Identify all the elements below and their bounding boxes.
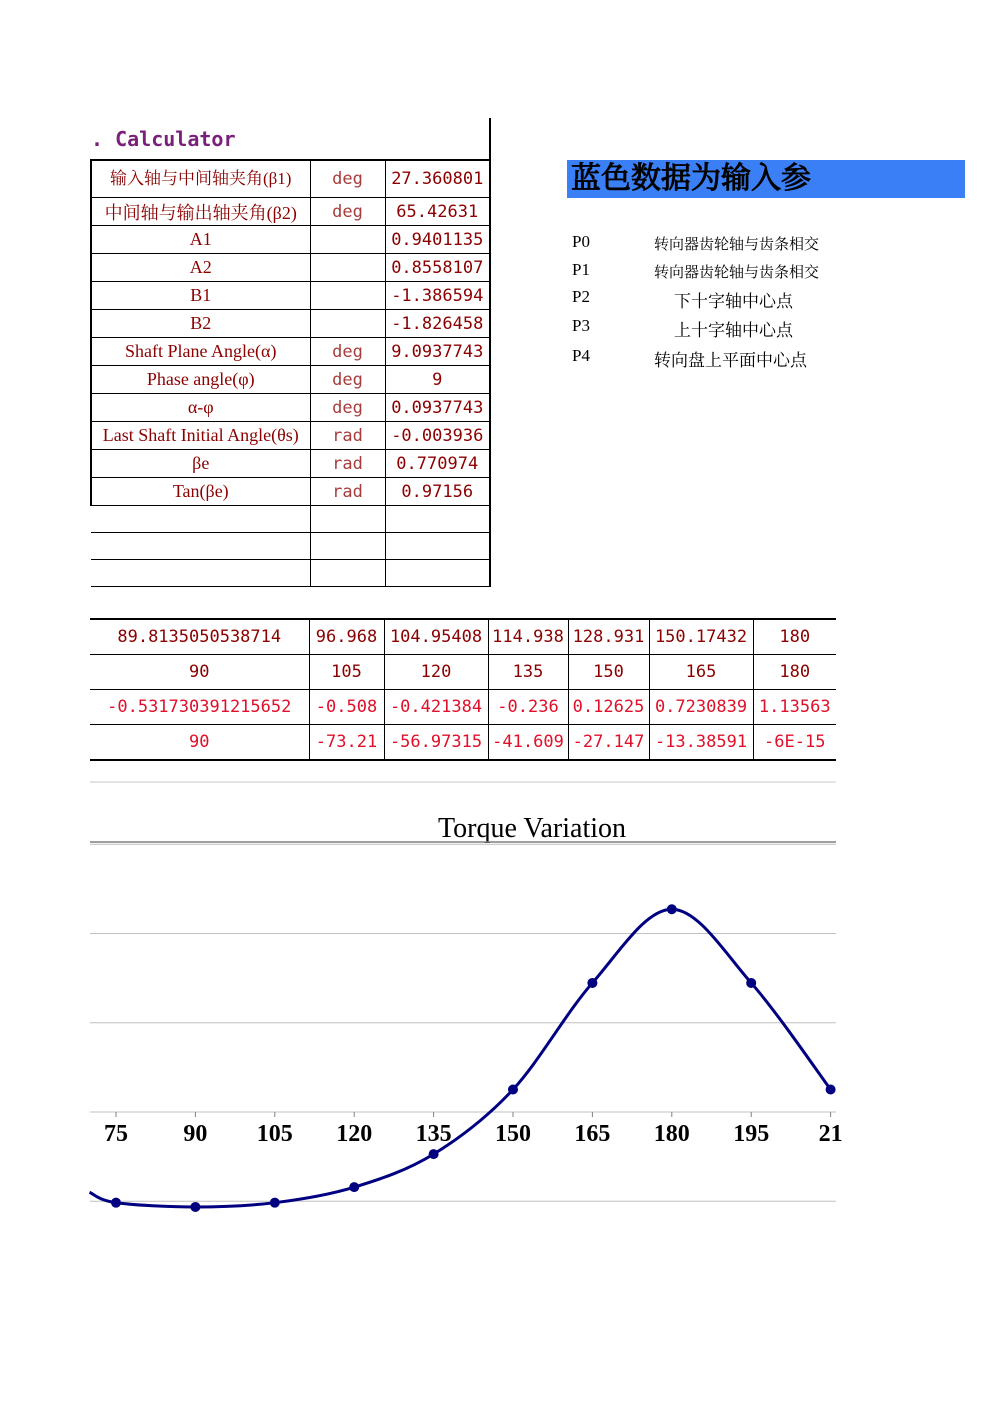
series-line [90,909,831,1207]
parameter-name: Last Shaft Initial Angle(θs) [91,422,310,450]
data-cell[interactable]: 114.938 [488,619,568,655]
empty-cell[interactable] [385,506,490,533]
x-tick-label: 75 [104,1121,128,1147]
parameter-name: A2 [91,254,310,282]
chart-title: Torque Variation [437,813,627,844]
data-cell[interactable]: 165 [649,655,753,690]
data-row [90,725,836,761]
parameter-value[interactable]: -1.386594 [385,282,490,310]
parameter-value[interactable]: 9 [385,366,490,394]
calculator-row [91,394,490,422]
calculator-row [91,226,490,254]
data-cell[interactable]: -6E-15 [753,725,836,761]
parameter-name: Shaft Plane Angle(α) [91,338,310,366]
empty-cell[interactable] [91,560,310,587]
point-description: 下十字轴中心点 [674,292,793,312]
x-tick-label: 150 [495,1121,531,1147]
data-point [429,1149,439,1159]
parameter-value[interactable]: 0.770974 [385,450,490,478]
empty-row [91,533,490,560]
data-cell[interactable]: 0.7230839 [649,690,753,725]
x-tick-label: 195 [733,1121,770,1147]
parameter-name: Tan(βe) [91,478,310,506]
point-description: 上十字轴中心点 [674,321,793,341]
data-cell[interactable]: 128.931 [568,619,649,655]
data-point [190,1202,200,1212]
parameter-name: βe [91,450,310,478]
parameter-value[interactable]: 0.9401135 [385,226,490,254]
calculator-title: . Calculator [91,118,490,160]
chart-x-ticks [104,1112,843,1147]
empty-row [91,560,490,587]
parameter-value[interactable]: 65.42631 [385,198,490,226]
angle-data-table [90,618,836,761]
empty-cell[interactable] [310,533,385,560]
data-cell[interactable]: -27.147 [568,725,649,761]
point-description: 转向器齿轮轴与齿条相交 [654,235,820,253]
data-point [508,1085,518,1095]
parameter-unit [310,310,385,338]
parameter-name: 中间轴与输出轴夹角(β2) [91,198,310,226]
empty-cell[interactable] [91,533,310,560]
empty-cell[interactable] [310,506,385,533]
parameter-value[interactable]: 0.0937743 [385,394,490,422]
data-cell[interactable]: 135 [488,655,568,690]
point-description: 转向器齿轮轴与齿条相交 [654,263,820,281]
x-tick-label: 180 [653,1121,690,1147]
data-cell[interactable]: 104.95408 [384,619,488,655]
calculator-row [91,478,490,506]
data-point [746,978,756,988]
data-row [90,690,836,725]
parameter-unit: deg [310,338,385,366]
parameter-unit [310,282,385,310]
data-cell[interactable]: 150 [568,655,649,690]
point-description: 转向盘上平面中心点 [654,351,807,371]
calculator-row [91,338,490,366]
parameter-unit: deg [310,160,385,198]
point-label: P3 [572,316,590,335]
data-row [90,655,836,690]
calculator-row [91,198,490,226]
calculator-row [91,450,490,478]
parameter-unit [310,226,385,254]
data-cell[interactable]: -41.609 [488,725,568,761]
x-tick-label: 90 [183,1121,208,1147]
data-cell[interactable]: 96.968 [309,619,384,655]
data-point [349,1182,359,1192]
calculator-row [91,366,490,394]
data-cell[interactable]: 0.12625 [568,690,649,725]
empty-cell[interactable] [385,560,490,587]
x-tick-label: 105 [256,1121,293,1147]
data-cell[interactable]: 90 [90,655,309,690]
empty-row [91,506,490,533]
parameter-name: Phase angle(φ) [91,366,310,394]
x-tick-label: 165 [574,1121,611,1147]
parameter-name: 输入轴与中间轴夹角(β1) [91,160,310,198]
data-point [826,1085,836,1095]
parameter-value[interactable]: 0.97156 [385,478,490,506]
data-cell[interactable]: 1.13563 [753,690,836,725]
parameter-unit: deg [310,366,385,394]
data-row [90,619,836,655]
data-cell[interactable]: -13.38591 [649,725,753,761]
torque-variation-chart [90,780,843,1250]
calculator-row [91,422,490,450]
point-label: P1 [572,260,590,279]
data-cell[interactable]: 150.17432 [649,619,753,655]
data-cell[interactable]: 120 [384,655,488,690]
data-cell[interactable]: 105 [309,655,384,690]
point-label: P0 [572,232,590,251]
calculator-row [91,254,490,282]
calculator-row [91,160,490,198]
empty-cell[interactable] [310,560,385,587]
calculator-table [90,118,489,594]
data-cell[interactable]: -0.421384 [384,690,488,725]
parameter-unit [310,254,385,282]
data-cell[interactable]: -73.21 [309,725,384,761]
data-cell[interactable]: 180 [753,619,836,655]
point-label: P4 [572,346,590,365]
data-cell[interactable]: -0.236 [488,690,568,725]
parameter-value[interactable]: 0.8558107 [385,254,490,282]
empty-cell[interactable] [91,506,310,533]
data-point [270,1198,280,1208]
data-point [587,978,597,988]
data-cell[interactable]: -0.508 [309,690,384,725]
parameter-name: B2 [91,310,310,338]
parameter-name: α-φ [91,394,310,422]
data-cell[interactable]: 90 [90,725,309,761]
parameter-unit: rad [310,450,385,478]
parameter-name: B1 [91,282,310,310]
parameter-value[interactable]: -0.003936 [385,422,490,450]
parameter-value[interactable]: -1.826458 [385,310,490,338]
data-cell[interactable]: -0.531730391215652 [90,690,309,725]
data-cell[interactable]: 89.8135050538714 [90,619,309,655]
parameter-unit: rad [310,478,385,506]
parameter-value[interactable]: 9.0937743 [385,338,490,366]
parameter-unit: deg [310,198,385,226]
point-label: P2 [572,287,590,306]
data-cell[interactable]: -56.97315 [384,725,488,761]
parameter-value[interactable]: 27.360801 [385,160,490,198]
calculator-row [91,282,490,310]
x-tick-label: 120 [336,1121,373,1147]
parameter-unit: deg [310,394,385,422]
calculator-title-row [91,118,490,160]
data-point [667,904,677,914]
chart-gridlines [90,844,836,1201]
calculator-row [91,310,490,338]
data-point [111,1198,121,1208]
x-tick-label: 135 [415,1121,452,1147]
empty-cell[interactable] [385,533,490,560]
input-note-banner: 蓝色数据为输入参 [567,160,965,198]
parameter-name: A1 [91,226,310,254]
x-tick-label: 21 [818,1121,843,1147]
series-points [111,904,836,1212]
data-cell[interactable]: 180 [753,655,836,690]
parameter-unit: rad [310,422,385,450]
